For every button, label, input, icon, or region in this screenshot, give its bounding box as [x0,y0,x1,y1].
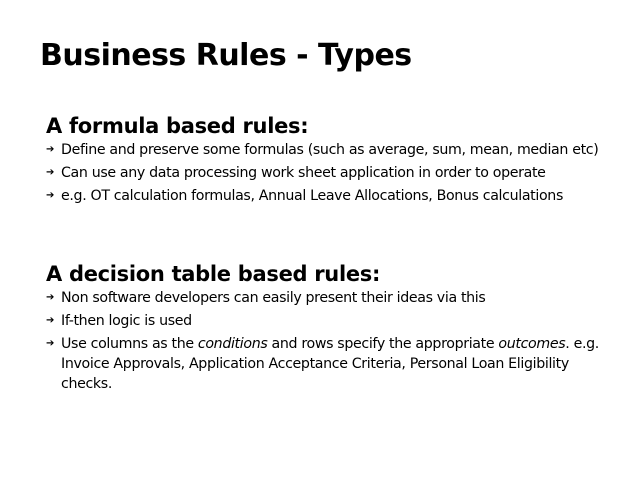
arrow-bullet-icon: ➔ [46,338,55,349]
bullet-text-part: Use columns as the [61,336,198,352]
section-heading: A formula based rules: [46,114,309,138]
formula-rules-section [46,114,616,209]
bullet-text: Can use any data processing work sheet application in order to operate [61,165,546,181]
arrow-bullet-icon: ➔ [46,167,55,178]
list-item [46,288,616,308]
slide-title: Business Rules - Types [40,38,412,73]
list-item [46,334,616,394]
list-item [46,311,616,331]
arrow-bullet-icon: ➔ [46,190,55,201]
bullet-text-part: . e.g. Invoice Approvals, Application Acceptance Criteria, Personal Loan Eligibility checks. [61,336,599,392]
bullet-list [46,140,616,206]
list-item [46,163,616,183]
bullet-text: If-then logic is used [61,313,192,329]
bullet-text: e.g. OT calculation formulas, Annual Leave Allocations, Bonus calculations [61,188,563,204]
bullet-list [46,288,616,394]
bullet-text: Non software developers can easily present their ideas via this [61,290,486,306]
list-item [46,186,616,206]
arrow-bullet-icon: ➔ [46,292,55,303]
bullet-text: Define and preserve some formulas (such as average, sum, mean, median etc) [61,142,599,158]
section-heading: A decision table based rules: [46,262,381,286]
bullet-text [61,336,599,392]
outcomes-emphasis: outcomes [498,336,566,352]
list-item [46,140,616,160]
decision-table-rules-section [46,262,616,397]
bullet-text-part: and rows specify the appropriate [267,336,499,352]
arrow-bullet-icon: ➔ [46,315,55,326]
conditions-emphasis: conditions [197,336,268,352]
arrow-bullet-icon: ➔ [46,144,55,155]
